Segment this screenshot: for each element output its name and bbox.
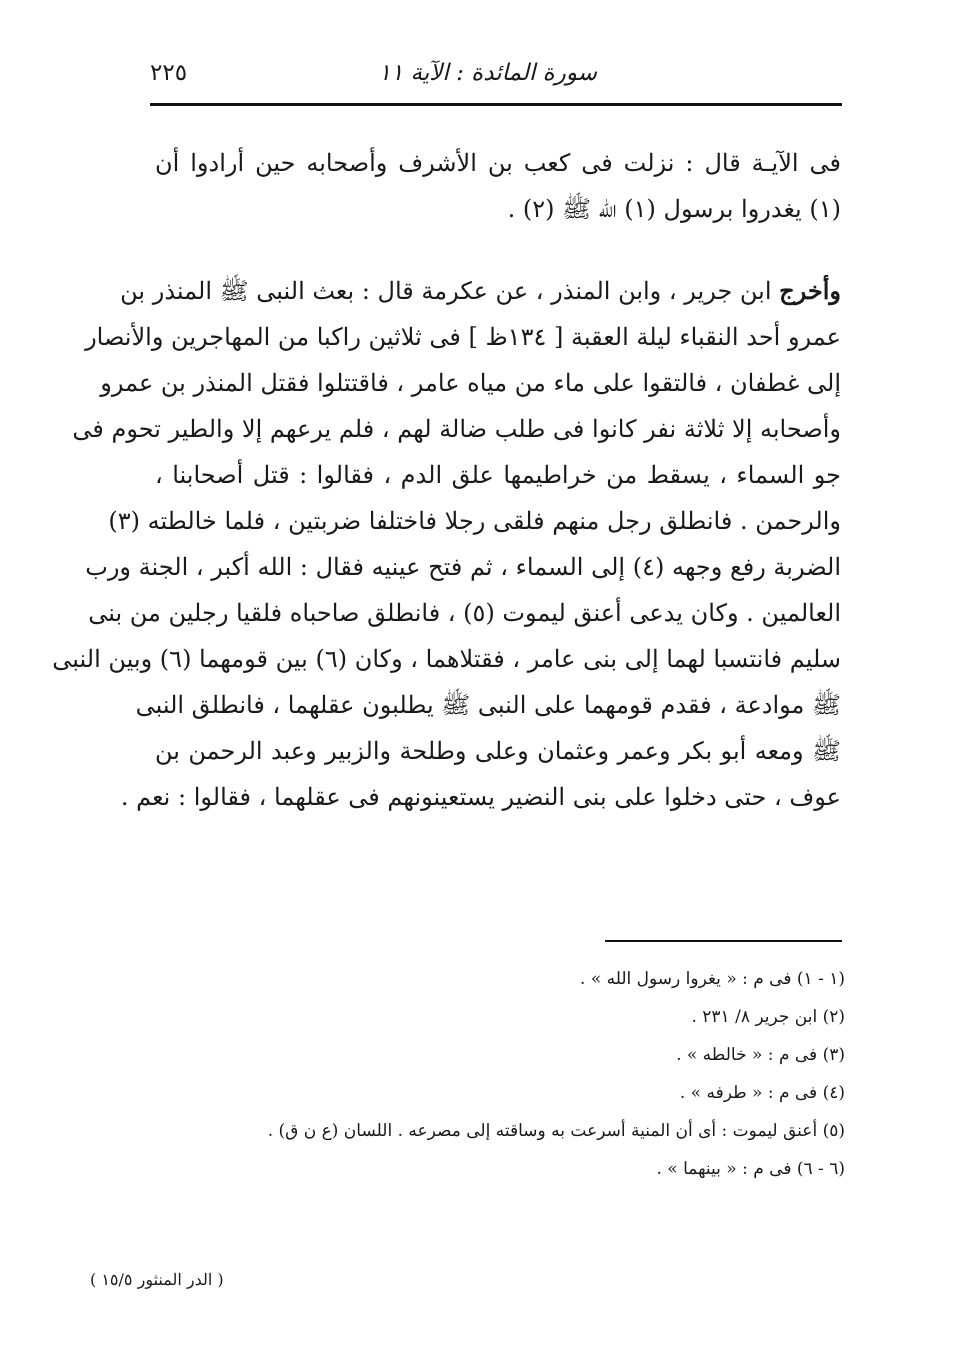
text-line: فى الآيـة قال : نزلت فى كعب بن الأشرف وأصحابه حين أرادوا أن bbox=[155, 149, 841, 177]
text-line: الضربة رفع وجهه (٤) إلى السماء ، ثم فتح عينيه فقال : الله أكبر ، الجنة ورب bbox=[85, 553, 841, 581]
footnote: (٦ - ٦) فى م : « بينهما » . bbox=[656, 1159, 845, 1179]
paragraph-2 bbox=[52, 268, 841, 820]
text-line: عوف ، حتى دخلوا على بنى النضير يستعينونهم فى عقلهما ، فقالوا : نعم . bbox=[120, 783, 841, 811]
text-line: وأصحابه إلا ثلاثة نفر كانوا فى طلب ضالة لهم ، فلم يرعهم إلا والطير تحوم فى bbox=[72, 415, 841, 443]
text-line: سليم فانتسبا لهما إلى بنى عامر ، فقتلاهما ، وكان (٦) بين قومهما (٦) وبين النبى bbox=[52, 645, 841, 673]
text-line: العالمين . وكان يدعى أعنق ليموت (٥) ، فانطلق صاحباه فلقيا رجلين من بنى bbox=[88, 599, 841, 627]
text-line: ﷺ ومعه أبو بكر وعمر وعثمان وعلى وطلحة والزبير وعبد الرحمن بن bbox=[155, 737, 841, 765]
footnote: (١ - ١) فى م : « يغروا رسول الله » . bbox=[580, 969, 845, 989]
footnote: (٣) فى م : « خالطه » . bbox=[676, 1045, 845, 1065]
footnote: (٥) أعنق ليموت : أى أن المنية أسرعت به وساقته إلى مصرعه . اللسان (ع ن ق) . bbox=[267, 1121, 845, 1141]
text-line: جو السماء ، يسقط من خراطيمها علق الدم ، فقالوا : قتل أصحابنا ، bbox=[155, 461, 841, 489]
text-line: والرحمن . فانطلق رجل منهم فلقى رجلا فاختلفا ضربتين ، فلما خالطته (٣) bbox=[108, 507, 841, 535]
text-segment: ابن جرير ، وابن المنذر ، عن عكرمة قال : بعث النبى ﷺ المنذر بن bbox=[120, 277, 772, 305]
page-header bbox=[150, 56, 842, 96]
text-line: (١) يغدروا برسول (١) الله ﷺ (٢) . bbox=[507, 195, 841, 223]
running-title: سورة المائدة : الآية ١١ bbox=[378, 60, 597, 86]
footnote-rule bbox=[605, 940, 842, 942]
footnote: (٤) فى م : « طرفه » . bbox=[679, 1083, 845, 1103]
text-line: إلى غطفان ، فالتقوا على ماء من مياه عامر ، فاقتتلوا فقتل المنذر بن عمرو bbox=[100, 369, 841, 397]
paragraph-1 bbox=[155, 140, 841, 232]
page-number: ٢٢٥ bbox=[150, 60, 188, 86]
text-line: ﷺ موادعة ، فقدم قومهما على النبى ﷺ يطلبون عقلهما ، فانطلق النبى bbox=[135, 691, 841, 719]
text-line: عمرو أحد النقباء ليلة العقبة [ ١٣٤ظ ] فى ثلاثين راكبا من المهاجرين والأنصار bbox=[85, 323, 841, 351]
text-line bbox=[120, 268, 841, 314]
header-rule bbox=[150, 103, 842, 106]
source-note: ( الدر المنثور ١٥/٥ ) bbox=[90, 1270, 224, 1289]
footnote: (٢) ابن جرير ٨/ ٢٣١ . bbox=[691, 1007, 845, 1027]
lead-word: وأخرج bbox=[779, 276, 841, 305]
footnotes bbox=[155, 960, 845, 1188]
